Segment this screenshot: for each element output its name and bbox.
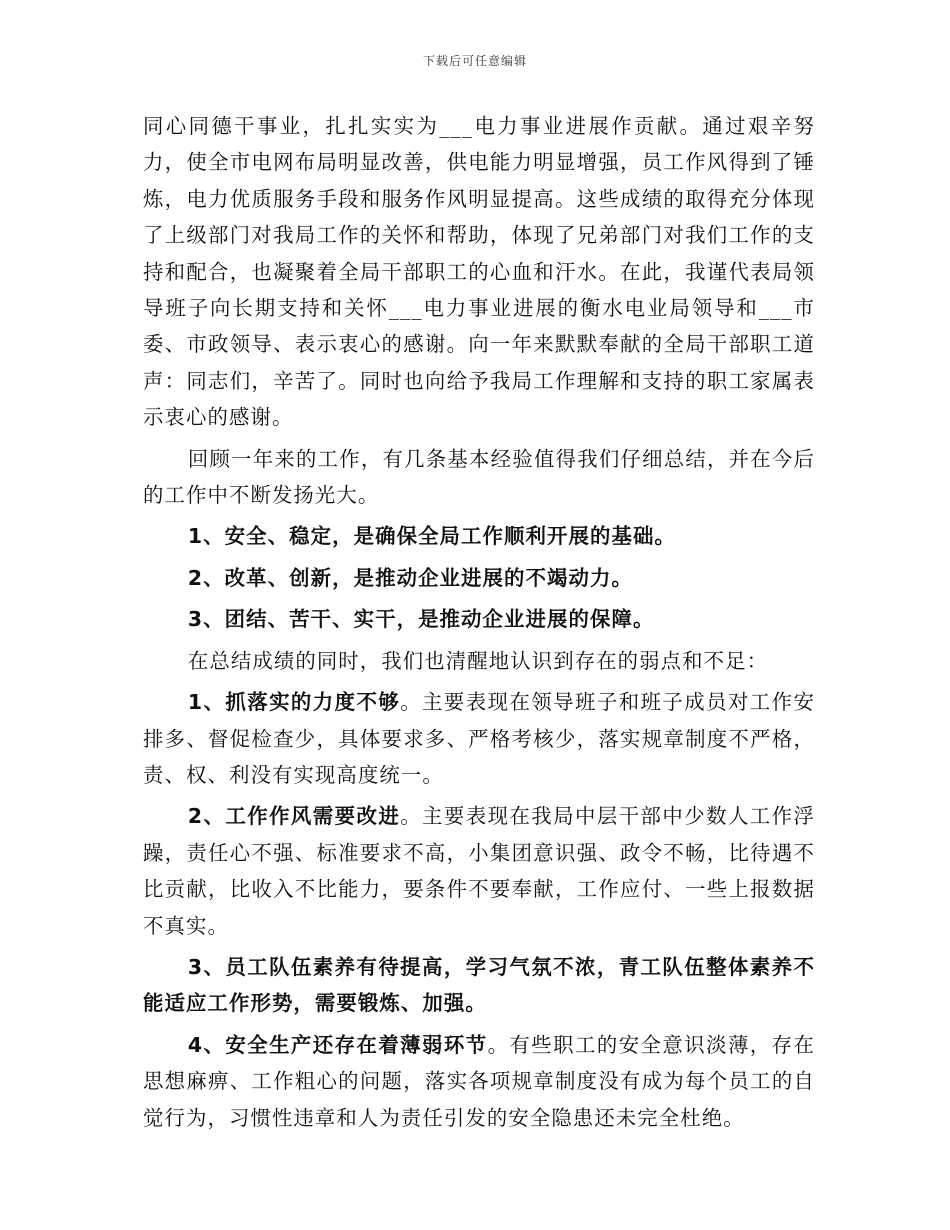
paragraph-weakness-intro: 在总结成绩的同时，我们也清醒地认识到存在的弱点和不足：	[187, 648, 769, 673]
experience-item-2: 2、改革、创新，是推动企业进展的不竭动力。	[187, 565, 633, 590]
page-header: 下载后可任意编辑	[422, 54, 527, 68]
weakness-item-2-lead: 2、工作作风需要改进	[187, 804, 401, 829]
weakness-item-1-text: 。主要表现在领导班子和班子成员对工作安排多、督促检查少，具体要求多、严格考核少，落实规章制度不严格，责、权、利没有实现高度统一。	[143, 690, 815, 787]
experience-item-1: 1、安全、稳定，是确保全局工作顺利开展的基础。	[187, 524, 676, 549]
paragraph-thanks: 同心同德干事业，扎扎实实为___电力事业进展作贡献。通过艰辛努力，使全市电网布局明显改善，供电能力明显增强，员工作风得到了锤炼，电力优质服务手段和服务作风明显提高。这些成绩的取得充分体现了上级部门对我局工作的关怀和帮助，体现了兄弟部门对我们工作的支持和配合，也凝聚着全局干部职工的心血和汗水。在此，我谨代表局领导班子向长期支持和关怀___电力事业进展的衡水电业局领导和___市委、市政领导、表示衷心的感谢。向一年来默默奉献的全局干部职工道声：同志们，辛苦了。同时也向给予我局工作理解和支持的职工家属表示衷心的感谢。	[143, 114, 815, 430]
weakness-item-2-text: 。主要表现在我局中层干部中少数人工作浮躁，责任心不强、标准要求不高，小集团意识强、政令不畅，比待遇不比贡献，比收入不比能力，要条件不要奉献，工作应付、一些上报数据不真实。	[143, 804, 815, 938]
document-body	[143, 108, 815, 1136]
weakness-item-4	[143, 1027, 815, 1136]
weakness-item-2	[143, 798, 815, 944]
weakness-item-3: 3、员工队伍素养有待提高，学习气氛不浓，青工队伍整体素养不能适应工作形势，需要锻炼、加强。	[143, 954, 815, 1016]
experience-item-3: 3、团结、苦干、实干，是推动企业进展的保障。	[187, 607, 655, 632]
weakness-item-1	[143, 684, 815, 793]
weakness-item-4-lead: 4、安全生产还存在着薄弱环节	[187, 1032, 488, 1057]
weakness-item-1-lead: 1、抓落实的力度不够	[187, 690, 401, 715]
paragraph-review: 回顾一年来的工作，有几条基本经验值得我们仔细总结，并在今后的工作中不断发扬光大。	[143, 446, 815, 508]
weakness-item-4-text: 。有些职工的安全意识淡薄，存在思想麻痹、工作粗心的问题，落实各项规章制度没有成为每个员工的自觉行为，习惯性违章和人为责任引发的安全隐患还未完全杜绝。	[143, 1032, 815, 1130]
